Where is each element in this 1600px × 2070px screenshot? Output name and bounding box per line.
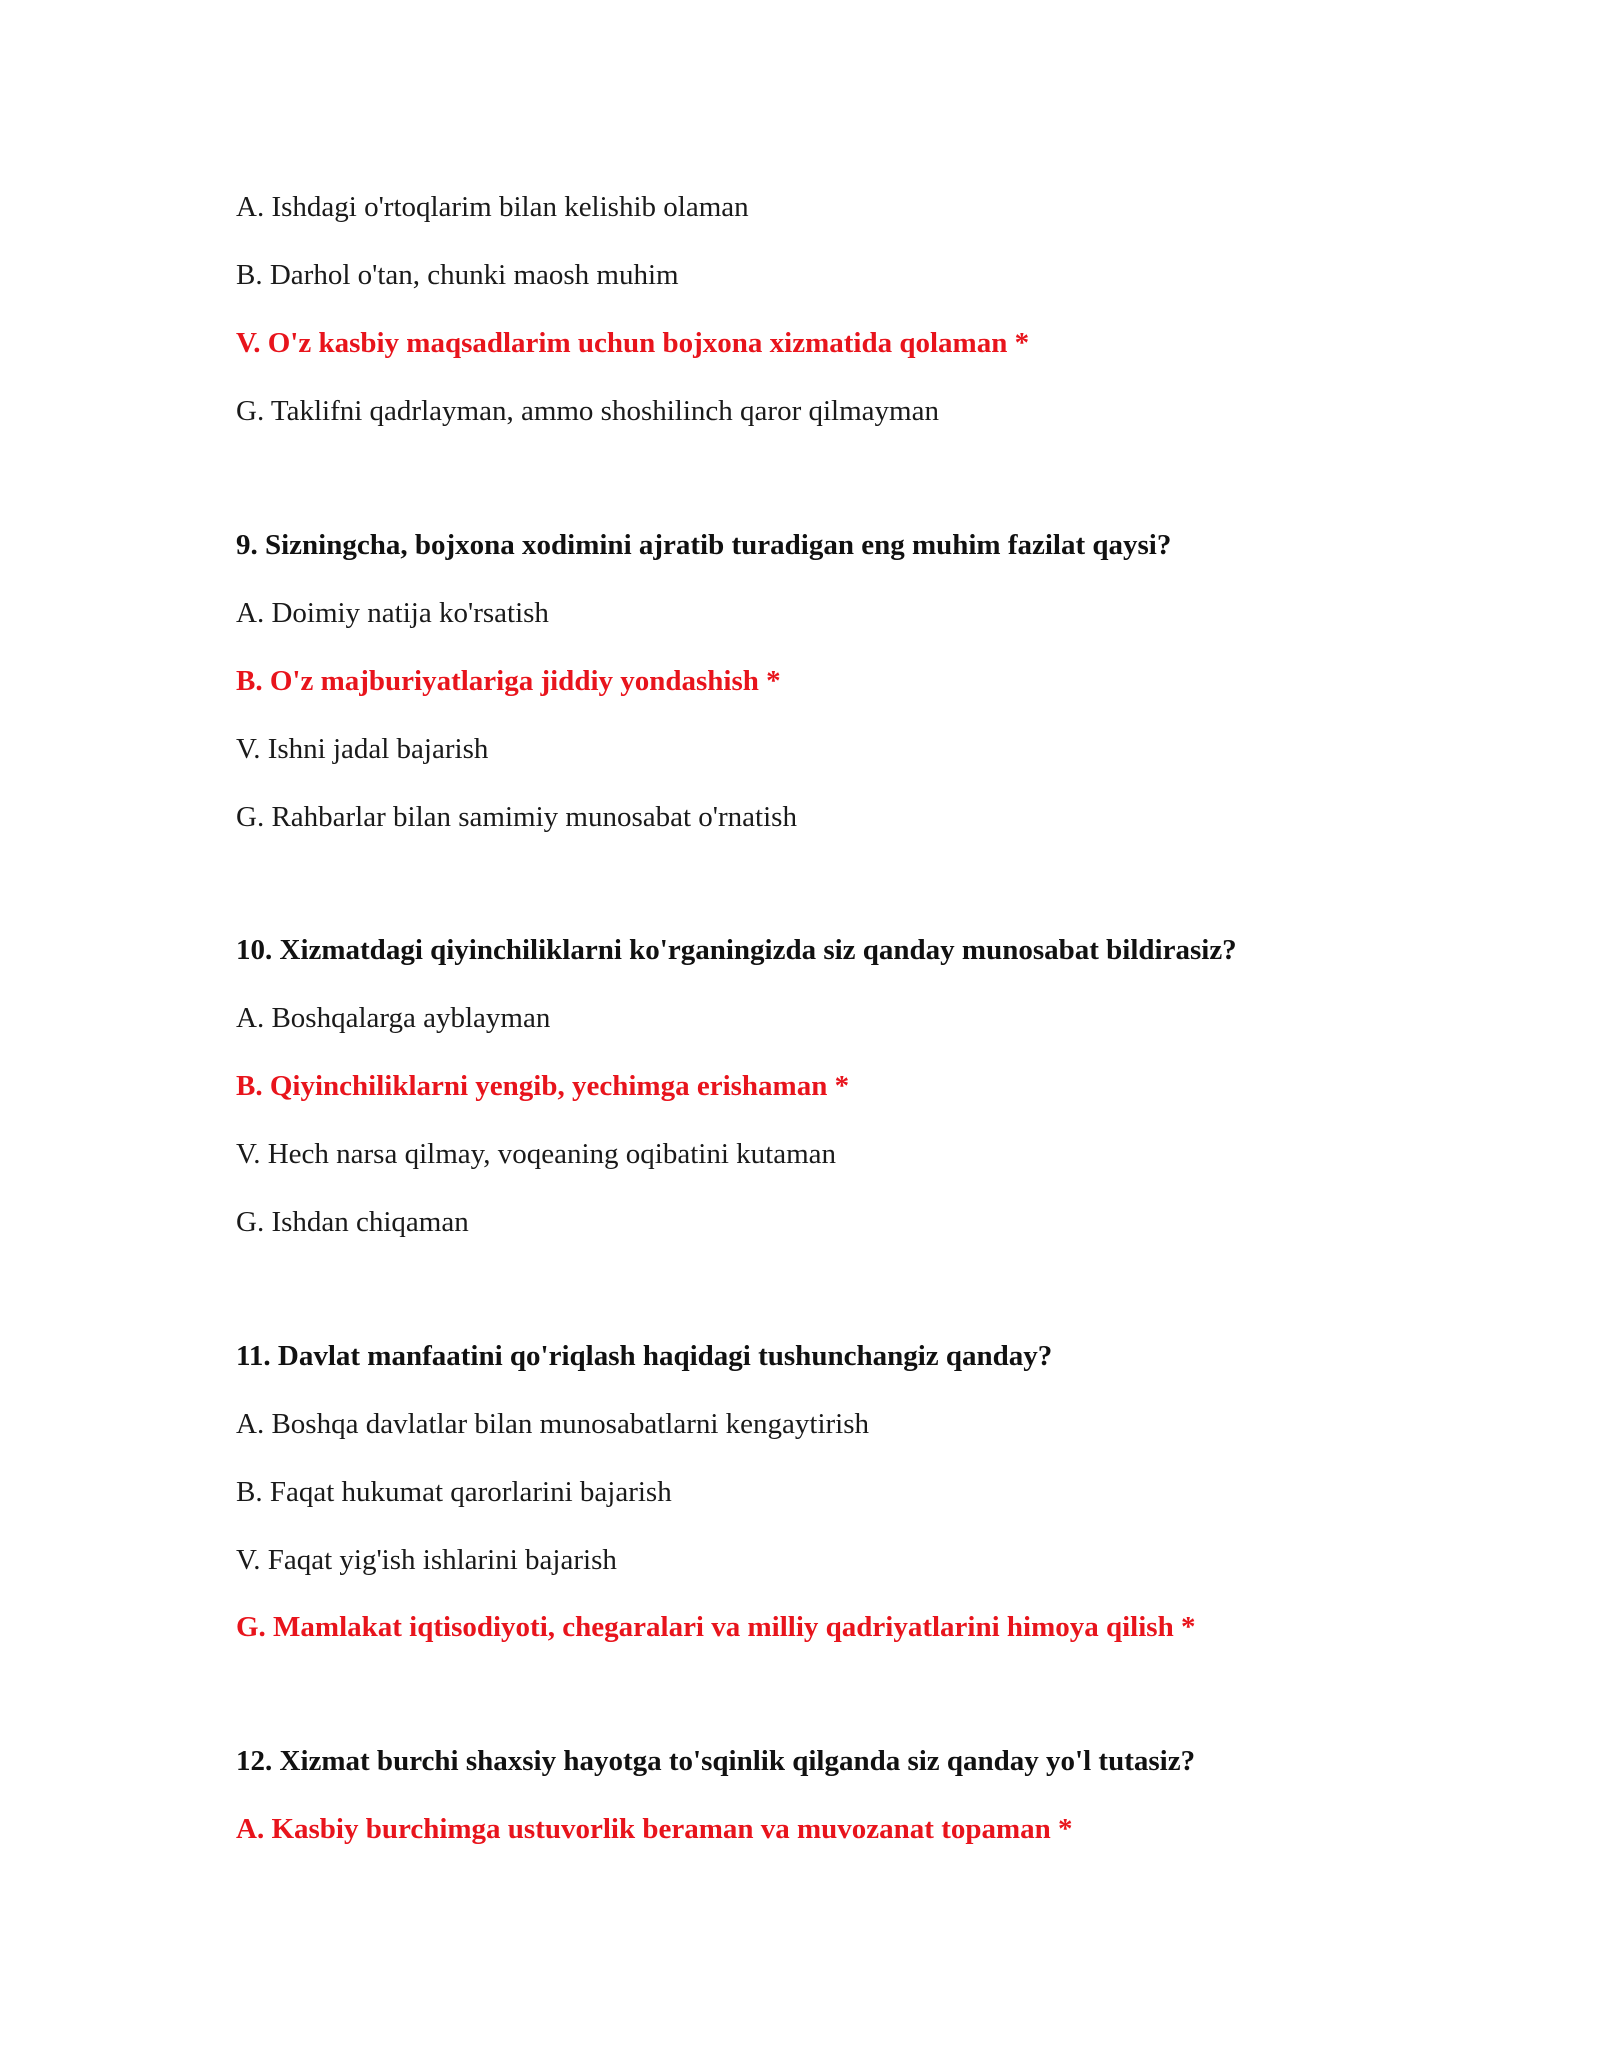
question-10: 10. Xizmatdagi qiyinchiliklarni ko'rganingizda siz qanday munosabat bildirasiz? <box>236 934 1237 966</box>
option-10-a: A. Boshqalarga ayblayman <box>236 1002 551 1034</box>
option-8-b: B. Darhol o'tan, chunki maosh muhim <box>236 259 679 291</box>
question-11: 11. Davlat manfaatini qo'riqlash haqidagi tushunchangiz qanday? <box>236 1340 1053 1372</box>
option-8-v-correct: V. O'z kasbiy maqsadlarim uchun bojxona xizmatida qolaman * <box>236 327 1030 359</box>
option-11-b: B. Faqat hukumat qarorlarini bajarish <box>236 1476 672 1508</box>
option-10-v: V. Hech narsa qilmay, voqeaning oqibatini kutaman <box>236 1138 836 1170</box>
option-9-a: A. Doimiy natija ko'rsatish <box>236 597 549 629</box>
question-12: 12. Xizmat burchi shaxsiy hayotga to'sqinlik qilganda siz qanday yo'l tutasiz? <box>236 1745 1196 1777</box>
option-8-g: G. Taklifni qadrlayman, ammo shoshilinch qaror qilmayman <box>236 395 939 427</box>
option-11-v: V. Faqat yig'ish ishlarini bajarish <box>236 1544 617 1576</box>
option-10-g: G. Ishdan chiqaman <box>236 1206 469 1238</box>
option-9-v: V. Ishni jadal bajarish <box>236 733 489 765</box>
option-9-b-correct: B. O'z majburiyatlariga jiddiy yondashish * <box>236 665 781 697</box>
option-10-b-correct: B. Qiyinchiliklarni yengib, yechimga erishaman * <box>236 1070 850 1102</box>
option-11-g-correct: G. Mamlakat iqtisodiyoti, chegaralari va milliy qadriyatlarini himoya qilish * <box>236 1611 1196 1643</box>
question-9: 9. Sizningcha, bojxona xodimini ajratib turadigan eng muhim fazilat qaysi? <box>236 529 1172 561</box>
option-11-a: A. Boshqa davlatlar bilan munosabatlarni kengaytirish <box>236 1408 870 1440</box>
option-9-g: G. Rahbarlar bilan samimiy munosabat o'rnatish <box>236 801 797 833</box>
option-12-a-correct: A. Kasbiy burchimga ustuvorlik beraman va muvozanat topaman * <box>236 1813 1073 1845</box>
option-8-a: A. Ishdagi o'rtoqlarim bilan kelishib olaman <box>236 191 749 223</box>
